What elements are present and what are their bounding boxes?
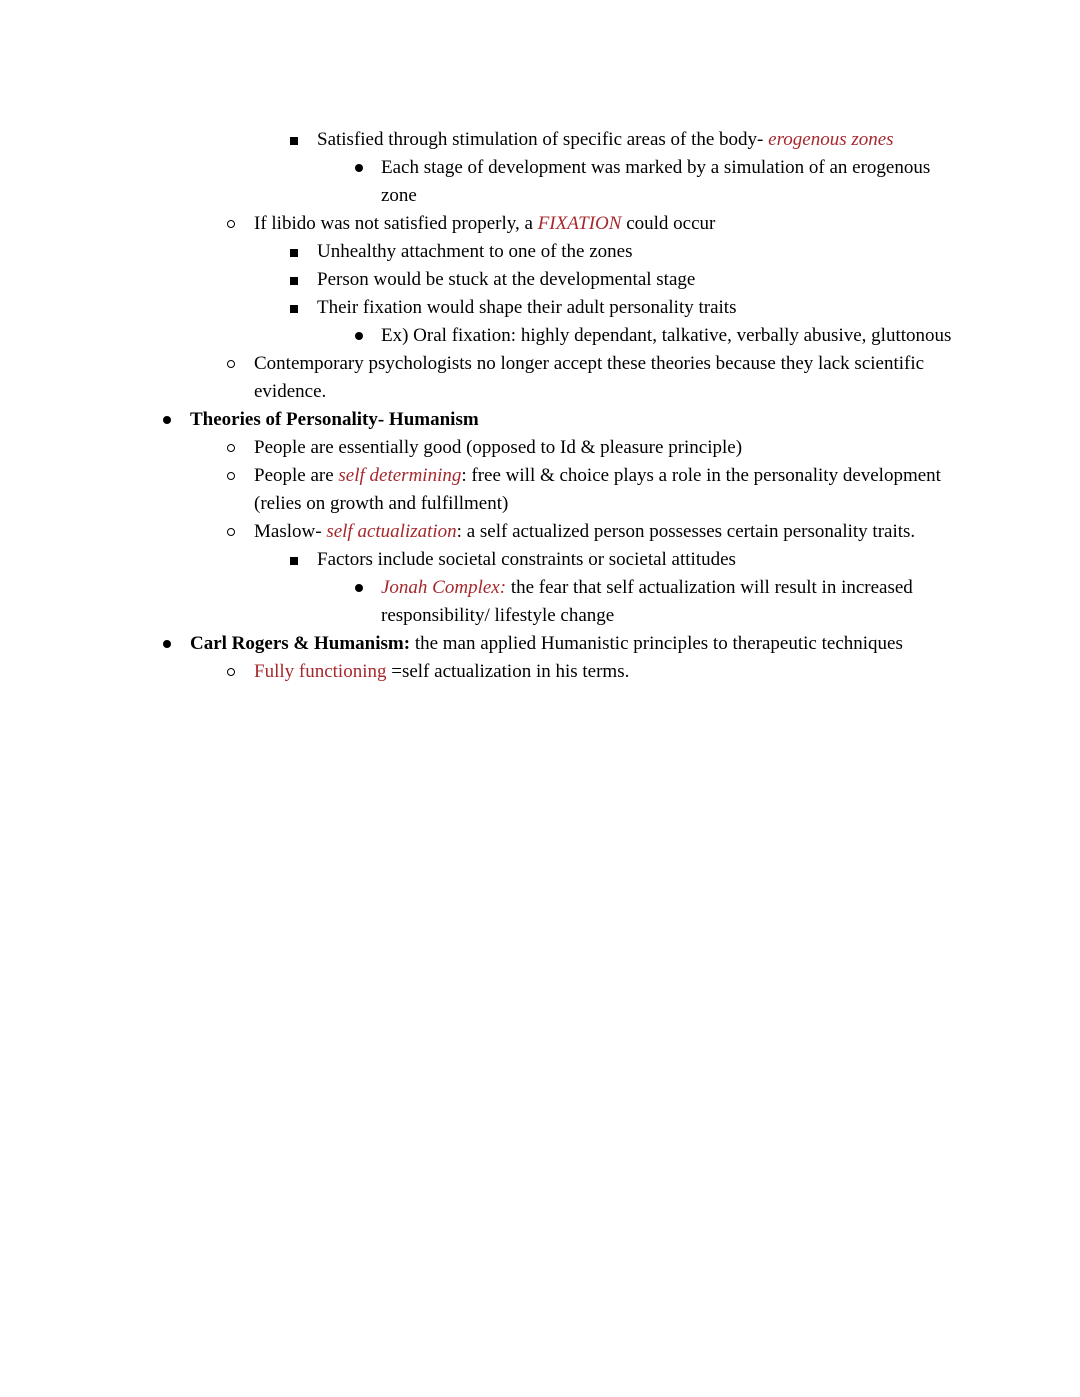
text-run: Factors include societal constraints or societal attitudes	[317, 549, 736, 570]
text-run: could occur	[621, 213, 716, 234]
text-run: the fear that self actualization will result in increased responsibility/ lifestyle change	[381, 577, 913, 626]
text-run: erogenous zones	[768, 129, 894, 150]
text-run: Contemporary psychologists no longer accept these theories because they lack scientific evidence.	[254, 353, 925, 402]
bullet-circle-icon	[227, 360, 235, 368]
text-run: Carl Rogers & Humanism:	[190, 633, 411, 654]
text-run: People are essentially good (opposed to Id & pleasure principle)	[254, 437, 743, 458]
text-run: Theories of Personality- Humanism	[190, 409, 479, 430]
text-run: FIXATION	[537, 213, 622, 234]
text-run: Their fixation would shape their adult personality traits	[317, 297, 737, 318]
text-run: Maslow-	[254, 521, 327, 542]
list-item	[127, 238, 953, 266]
list-item	[127, 350, 953, 406]
text-run: self determining	[338, 465, 462, 486]
bullet-circle-icon	[227, 528, 235, 536]
list-item	[127, 154, 953, 210]
bullet-square-icon	[290, 277, 298, 285]
bullet-disc-icon	[355, 332, 363, 340]
bullet-disc-icon	[355, 584, 363, 592]
bullet-square-icon	[290, 249, 298, 257]
notes-list	[127, 126, 953, 686]
list-item	[127, 518, 953, 546]
bullet-square-icon	[290, 305, 298, 313]
bullet-circle-icon	[227, 444, 235, 452]
list-item	[127, 462, 953, 518]
bullet-disc-icon	[163, 640, 171, 648]
list-item	[127, 322, 953, 350]
bullet-circle-icon	[227, 220, 235, 228]
text-run: Each stage of development was marked by a simulation of an erogenous zone	[381, 157, 931, 206]
text-run: Person would be stuck at the developmental stage	[317, 269, 696, 290]
text-run: Fully functioning	[254, 661, 387, 682]
bullet-square-icon	[290, 557, 298, 565]
list-item	[127, 294, 953, 322]
list-item	[127, 546, 953, 574]
text-run: =self actualization in his terms.	[386, 661, 630, 682]
bullet-circle-icon	[227, 472, 235, 480]
list-item	[127, 574, 953, 630]
list-item	[127, 406, 953, 434]
list-item	[127, 210, 953, 238]
text-run: Jonah Complex:	[381, 577, 507, 598]
text-run: : free will & choice plays a role in the personality development (relies on growth and fulfillment)	[254, 465, 941, 514]
text-run: Unhealthy attachment to one of the zones	[317, 241, 633, 262]
bullet-circle-icon	[227, 668, 235, 676]
text-run: If libido was not satisfied properly, a	[254, 213, 538, 234]
list-item	[127, 434, 953, 462]
text-run: the man applied Humanistic principles to therapeutic techniques	[410, 633, 903, 654]
text-run: self actualization	[326, 521, 457, 542]
list-item	[127, 658, 953, 686]
list-item	[127, 266, 953, 294]
bullet-disc-icon	[163, 416, 171, 424]
text-run: : a self actualized person possesses certain personality traits.	[456, 521, 916, 542]
bullet-square-icon	[290, 137, 298, 145]
list-item	[127, 630, 953, 658]
text-run: Satisfied through stimulation of specific areas of the body-	[317, 129, 769, 150]
text-run: People are	[254, 465, 339, 486]
bullet-disc-icon	[355, 164, 363, 172]
text-run: Ex) Oral fixation: highly dependant, talkative, verbally abusive, gluttonous	[381, 325, 952, 346]
list-item	[127, 126, 953, 154]
